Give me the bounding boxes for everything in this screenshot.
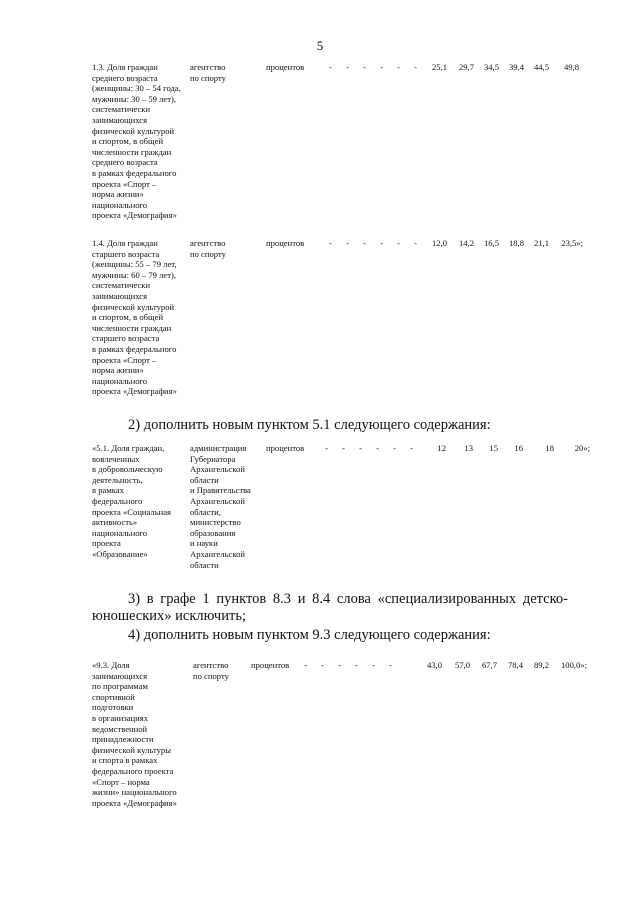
dash: -: [321, 660, 324, 670]
value: 15: [489, 443, 498, 453]
amendment-heading: 4) дополнить новым пунктом 9.3 следующего содержания:: [128, 627, 491, 643]
dash: -: [393, 443, 396, 453]
value: 39,4: [508, 62, 524, 72]
value-row: [414, 660, 587, 671]
value: 20»;: [574, 443, 590, 453]
unit: процентов: [266, 238, 305, 248]
responsible-body: агентство по спорту: [190, 62, 226, 83]
dash: -: [329, 238, 332, 248]
page-number: 5: [316, 38, 324, 53]
value: 23,5»;: [561, 238, 583, 248]
unit: процентов: [266, 62, 305, 72]
value: 12: [437, 443, 446, 453]
responsible-body: агентство по спорту: [190, 238, 226, 259]
value-row: [420, 443, 590, 454]
value: 18: [545, 443, 554, 453]
value: 25,1: [431, 62, 447, 72]
dash: -: [304, 660, 307, 670]
value: 16: [514, 443, 523, 453]
dash: -: [380, 62, 383, 72]
dash: -: [414, 62, 417, 72]
value: 57,0: [454, 660, 470, 670]
amendment-heading: 2) дополнить новым пунктом 5.1 следующего содержания:: [128, 417, 491, 433]
empty-years: [318, 443, 420, 454]
value: 29,7: [458, 62, 474, 72]
unit: процентов: [266, 443, 305, 453]
dash: -: [363, 62, 366, 72]
value: 18,8: [508, 238, 524, 248]
value: 14,2: [458, 238, 474, 248]
dash: -: [355, 660, 358, 670]
value: 21,1: [533, 238, 549, 248]
value: 34,5: [483, 62, 499, 72]
value: 78,4: [507, 660, 523, 670]
dash: -: [410, 443, 413, 453]
value: 13: [464, 443, 473, 453]
value: 43,0: [426, 660, 442, 670]
indicator-name: 1.4. Доля граждан старшего возраста (женщины: 55 – 79 лет, мужчины: 60 – 79 лет), систематически занимающихся физической культурой и спортом, в общей численности граждан старшего возраста в рамках федерального проекта «Спорт – норма жизни» национального проекта «Демография»: [92, 238, 177, 397]
dash: -: [372, 660, 375, 670]
value-row: [422, 238, 583, 249]
dash: -: [389, 660, 392, 670]
dash: -: [346, 62, 349, 72]
indicator-name: 1.3. Доля граждан среднего возраста (женщины: 30 – 54 года, мужчины: 30 – 59 лет), систематически занимающихся физической культурой и спортом, в общей численности граждан среднего возраста в рамках федерального проекта «Спорт – норма жизни» национального проекта «Демография»: [92, 62, 181, 221]
value-row: [422, 62, 579, 73]
amendment-heading-continuation: юношеских» исключить;: [92, 608, 246, 624]
value: 44,5: [533, 62, 549, 72]
unit: процентов: [251, 660, 290, 670]
responsible-body: администрация Губернатора Архангельской области и Правительства Архангельской области, министерство образования и науки Архангельской области: [190, 443, 251, 570]
dash: -: [342, 443, 345, 453]
indicator-name: «5.1. Доля граждан, вовлеченных в добровольческую деятельность, в рамках федерального проекта «Социальная активность» национального проекта «Образование»: [92, 443, 171, 559]
dash: -: [329, 62, 332, 72]
dash: -: [397, 238, 400, 248]
dash: -: [397, 62, 400, 72]
value: 89,2: [533, 660, 549, 670]
amendment-heading: 3) в графе 1 пунктов 8.3 и 8.4 слова «специализированных детско-: [128, 591, 568, 607]
dash: -: [325, 443, 328, 453]
dash: -: [376, 443, 379, 453]
empty-years: [322, 238, 424, 249]
dash: -: [359, 443, 362, 453]
value: 16,5: [483, 238, 499, 248]
dash: -: [380, 238, 383, 248]
value: 67,7: [481, 660, 497, 670]
value: 49,8: [563, 62, 579, 72]
dash: -: [346, 238, 349, 248]
dash: -: [338, 660, 341, 670]
value: 100,0»;: [560, 660, 587, 670]
value: 12,0: [431, 238, 447, 248]
empty-years: [297, 660, 399, 671]
responsible-body: агентство по спорту: [193, 660, 229, 681]
indicator-name: «9.3. Доля занимающихся по программам спортивной подготовки в организациях ведомственной принадлежности физической культуры и спорта в рамках федерального проекта «Спорт – норма жизни» национального проекта «Демография»: [92, 660, 177, 808]
empty-years: [322, 62, 424, 73]
dash: -: [414, 238, 417, 248]
dash: -: [363, 238, 366, 248]
